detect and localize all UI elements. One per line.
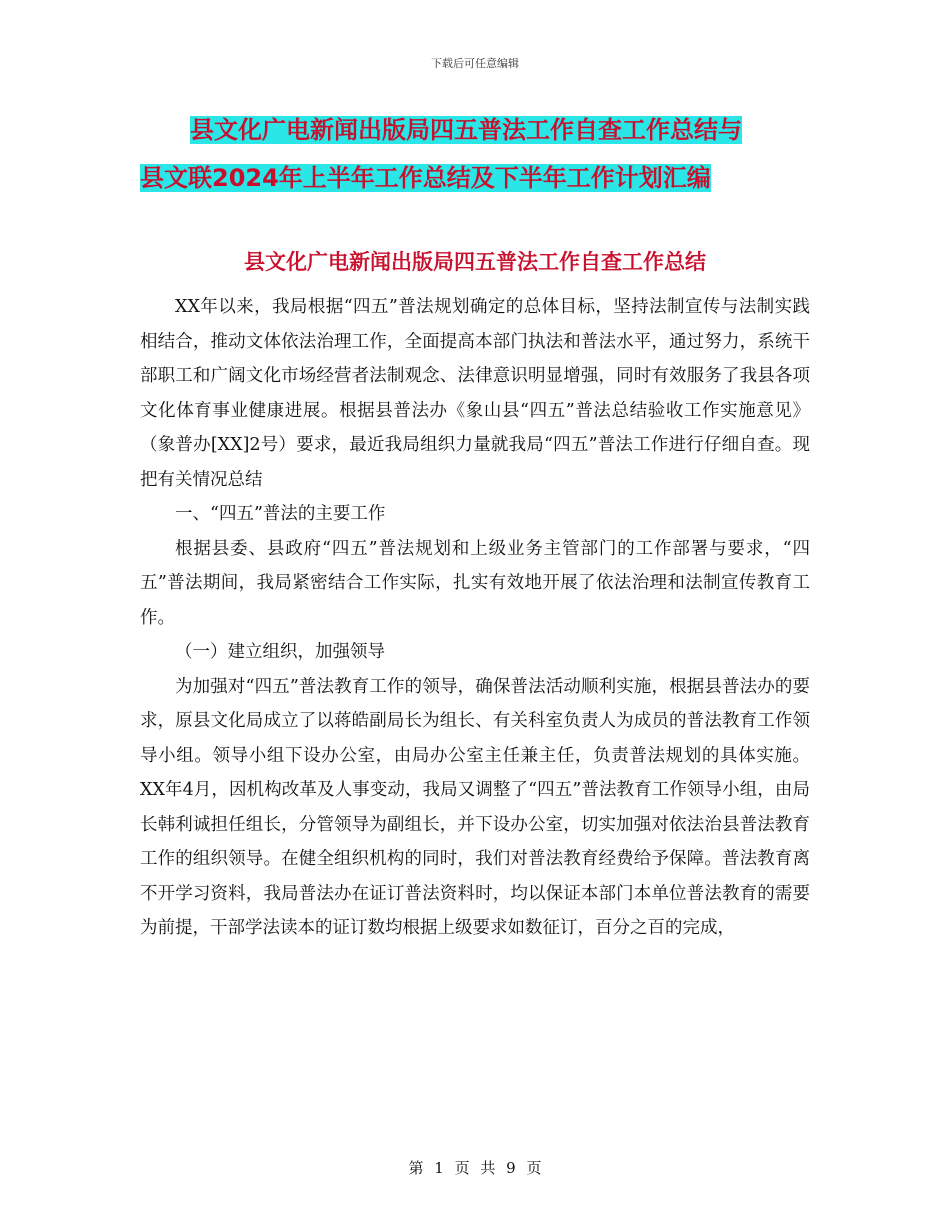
document-title: [140, 106, 820, 202]
section-title: 县文化广电新闻出版局四五普法工作自查工作总结: [244, 250, 706, 274]
title-line-2: [140, 154, 820, 202]
header-note: 下载后可任意编辑: [431, 57, 519, 70]
title-line-1-text: 县文化广电新闻出版局四五普法工作自查工作总结与: [190, 116, 742, 144]
heading-section-1: 一、“四五”普法的主要工作: [175, 504, 386, 524]
title-line-1: [140, 106, 820, 154]
paragraph-section-1: 根据县委、县政府“四五”普法规划和上级业务主管部门的工作部署与要求，“四五”普法期间，我局紧密结合工作实际，扎实有效地开展了依法治理和法制宣传教育工作。: [140, 538, 810, 628]
title-line-2-text: 县文联2024年上半年工作总结及下半年工作计划汇编: [140, 164, 711, 192]
page-number: 第 1 页 共 9 页: [408, 1159, 542, 1177]
paragraph-intro: XX年以来，我局根据“四五”普法规划确定的总体目标，坚持法制宣传与法制实践相结合，推动文体依法治理工作，全面提高本部门执法和普法水平，通过努力，系统干部职工和广阔文化市场经营者法制观念、法律意识明显增强，同时有效服务了我县各项文化体育事业健康进展。根据县普法办《象山县“四五”普法总结验收工作实施意见》（象普办[XX]2号）要求，最近我局组织力量就我局“四五”普法工作进行仔细自查。现把有关情况总结: [140, 297, 810, 490]
heading-subsection-1: （一）建立组织，加强领导: [175, 642, 385, 662]
document-body: [140, 290, 810, 946]
paragraph-subsection-1: 为加强对“四五”普法教育工作的领导，确保普法活动顺利实施，根据县普法办的要求，原县文化局成立了以蒋皓副局长为组长、有关科室负责人为成员的普法教育工作领导小组。领导小组下设办公室，由局办公室主任兼主任，负责普法规划的具体实施。XX年4月，因机构改革及人事变动，我局又调整了“四五”普法教育工作领导小组，由局长韩利诚担任组长，分管领导为副组长，并下设办公室，切实加强对依法治县普法教育工作的组织领导。在健全组织机构的同时，我们对普法教育经费给予保障。普法教育离不开学习资料，我局普法办在证订普法资料时，均以保证本部门本单位普法教育的需要为前提，干部学法读本的证订数均根据上级要求如数征订，百分之百的完成，: [140, 676, 810, 938]
